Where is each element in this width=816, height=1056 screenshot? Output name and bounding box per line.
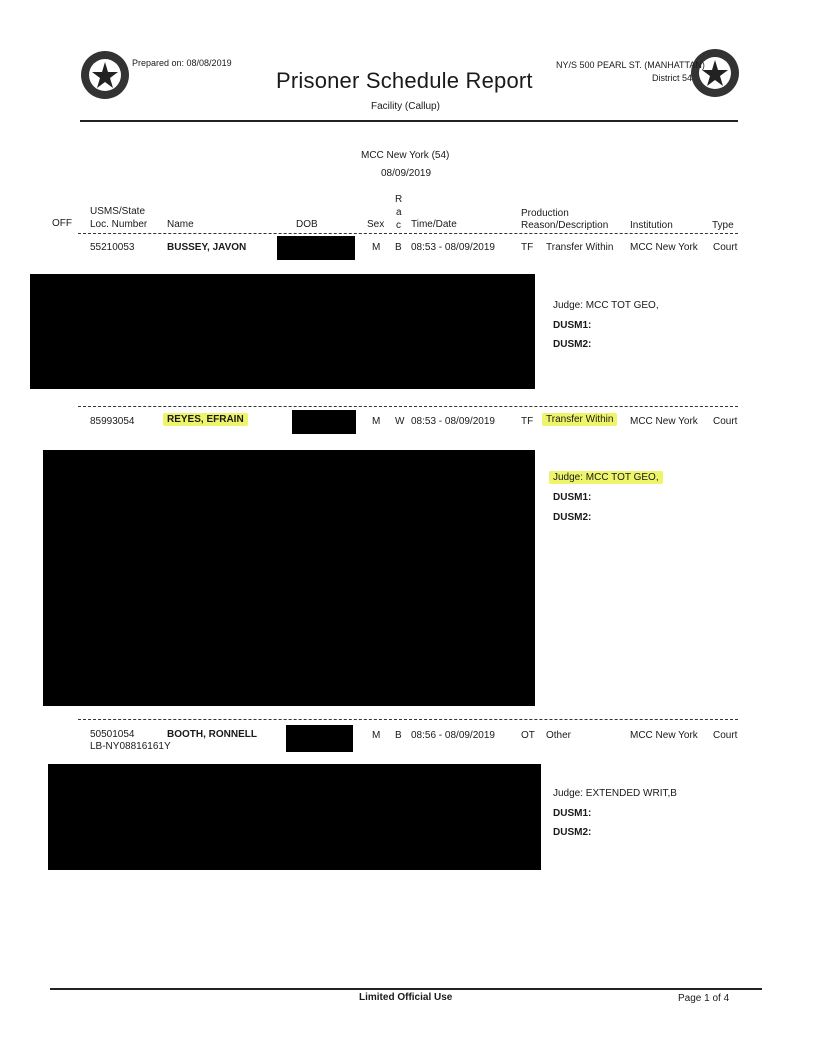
record-reason-highlight [542,414,617,426]
record-dusm1: DUSM1: [553,320,592,331]
record-judge: Judge: MCC TOT GEO, [553,300,659,311]
record-type: Court [713,242,738,253]
record-race: B [395,730,402,741]
page-number: Page 1 of 4 [678,993,730,1004]
record-name: REYES, EFRAIN [163,413,248,426]
record-judge: Judge: EXTENDED WRIT,B [553,788,677,799]
col-type: Type [712,220,734,231]
header-rule [80,120,738,122]
col-race-a: a [396,207,402,218]
col-usms-line2: Loc. Number [90,219,148,230]
record-reason: Transfer Within [546,242,614,253]
record-institution: MCC New York [630,242,698,253]
record-dusm2: DUSM2: [553,512,592,523]
report-title: Prisoner Schedule Report [276,68,533,93]
col-name: Name [167,219,194,230]
footer-classification: Limited Official Use [359,992,453,1003]
record-code: TF [521,416,534,427]
record-time-date: 08:53 - 08/09/2019 [411,416,495,427]
record-number: 85993054 [90,416,135,427]
col-off: OFF [52,218,72,229]
record-institution: MCC New York [630,730,698,741]
redaction-block [43,450,535,706]
record-race: W [395,416,405,427]
record-sex: M [372,416,381,427]
col-sex: Sex [367,219,385,230]
record-sex: M [372,730,381,741]
record-dusm1: DUSM1: [553,492,592,503]
record-time-date: 08:56 - 08/09/2019 [411,730,495,741]
col-dob: DOB [296,219,318,230]
col-usms-line1: USMS/State [90,206,146,217]
record-sex: M [372,242,381,253]
col-production-line2: Reason/Description [521,220,609,231]
redaction-dob [292,410,356,434]
record-code: TF [521,242,534,253]
col-institution: Institution [630,220,673,231]
record-code: OT [521,730,535,741]
redaction-block [30,274,535,389]
record-time-date: 08:53 - 08/09/2019 [411,242,495,253]
record-name: BOOTH, RONNELL [167,729,257,740]
redaction-dob [277,236,355,260]
record-judge: Judge: MCC TOT GEO, [549,471,663,484]
prepared-on: Prepared on: 08/08/2019 [132,58,232,68]
record-number: 55210053 [90,242,135,253]
column-header-rule [78,233,738,234]
record-reason: Other [546,730,572,741]
header-district: District 54 [652,73,693,83]
record-reason: Transfer Within [542,413,617,426]
redaction-block [48,764,541,870]
record-race: B [395,242,402,253]
record-judge-highlight [549,472,663,484]
record-dusm2: DUSM2: [553,827,592,838]
record-name-highlight [163,414,248,426]
report-subtitle: Facility (Callup) [371,101,440,112]
col-race-c: c [396,220,401,231]
record-institution: MCC New York [630,416,698,427]
redaction-dob [286,725,353,752]
record-name: BUSSEY, JAVON [167,242,247,253]
record-separator [78,719,738,720]
facility-name: MCC New York (54) [361,150,450,161]
col-time-date: Time/Date [411,219,457,230]
record-number: 50501054 [90,729,135,740]
record-separator [78,406,738,407]
col-production-line1: Production [521,208,569,219]
usms-seal-left-icon [80,50,130,100]
facility-date: 08/09/2019 [381,168,432,179]
record-type: Court [713,416,738,427]
col-race-r: R [395,194,403,205]
record-dusm1: DUSM1: [553,808,592,819]
footer-rule [50,988,762,990]
record-sub-number: LB-NY08816161Y [90,741,171,752]
record-dusm2: DUSM2: [553,339,592,350]
record-type: Court [713,730,738,741]
header-location: NY/S 500 PEARL ST. (MANHATTAN) [556,60,705,70]
usms-seal-right-icon [690,48,740,98]
